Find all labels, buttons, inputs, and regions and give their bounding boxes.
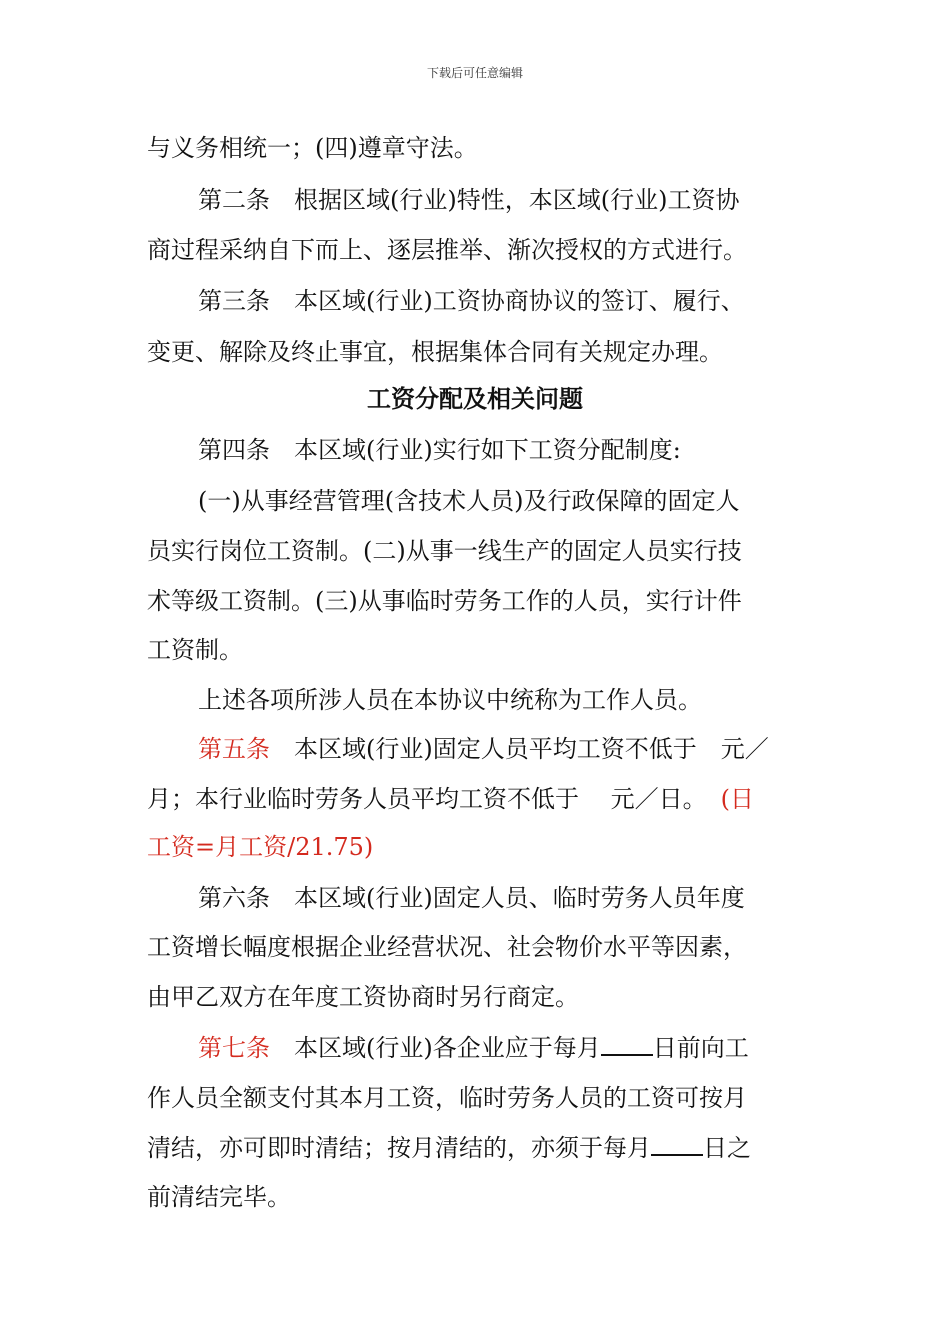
paragraph-line: 前清结完毕。 [147,1183,291,1211]
paragraph-text: 清结，亦可即时清结；按月清结的，亦须于每月 [147,1134,651,1162]
article-5-line [198,733,807,765]
article-7-label: 第七条 [198,1034,270,1062]
paragraph-line: (一)从事经营管理(含技术人员)及行政保障的固定人 [198,487,740,515]
paragraph-text: 月；本行业临时劳务人员平均工资不低于 元／日。 [147,785,707,813]
paragraph-line [147,783,807,815]
article-7-line [198,1032,807,1064]
paragraph-line: 商过程采纳自下而上、逐层推举、渐次授权的方式进行。 [147,236,747,264]
paragraph-line: 由甲乙双方在年度工资协商时另行商定。 [147,983,579,1011]
article-2-line: 第二条 根据区域(行业)特性，本区域(行业)工资协 [198,186,740,214]
article-7-text: 本区域(行业)各企业应于每月 [270,1034,601,1062]
paragraph-line: 工资制。 [147,636,243,664]
paragraph-line [147,1132,807,1164]
paragraph-line: 作人员全额支付其本月工资，临时劳务人员的工资可按月 [147,1084,747,1112]
article-6-line: 第六条 本区域(行业)固定人员、临时劳务人员年度 [198,884,745,912]
paragraph-line: 术等级工资制。(三)从事临时劳务工作的人员，实行计件 [147,587,742,615]
formula-note: 工资=月工资/21.75) [147,833,374,861]
paragraph-line: 员实行岗位工资制。(二)从事一线生产的固定人员实行技 [147,537,742,565]
page-header: 下载后可任意编辑 [426,66,523,80]
article-5-label: 第五条 [198,735,270,763]
formula-note: (日 [720,785,755,813]
paragraph-text: 日之 [703,1134,751,1162]
article-5-text: 本区域(行业)固定人员平均工资不低于 元／ [270,735,769,763]
paragraph-line: 变更、解除及终止事宜，根据集体合同有关规定办理。 [147,338,723,366]
fill-in-blank[interactable] [651,1132,703,1156]
section-title: 工资分配及相关问题 [367,384,583,413]
paragraph-line: 与义务相统一；(四)遵章守法。 [147,134,478,162]
article-3-line: 第三条 本区域(行业)工资协商协议的签订、履行、 [198,287,745,315]
article-4-line: 第四条 本区域(行业)实行如下工资分配制度: [198,436,681,464]
article-7-text: 日前向工 [652,1034,749,1062]
paragraph-line: 工资增长幅度根据企业经营状况、社会物价水平等因素， [147,933,747,961]
paragraph-line: 上述各项所涉人员在本协议中统称为工作人员。 [198,686,702,714]
fill-in-blank[interactable] [601,1032,653,1056]
